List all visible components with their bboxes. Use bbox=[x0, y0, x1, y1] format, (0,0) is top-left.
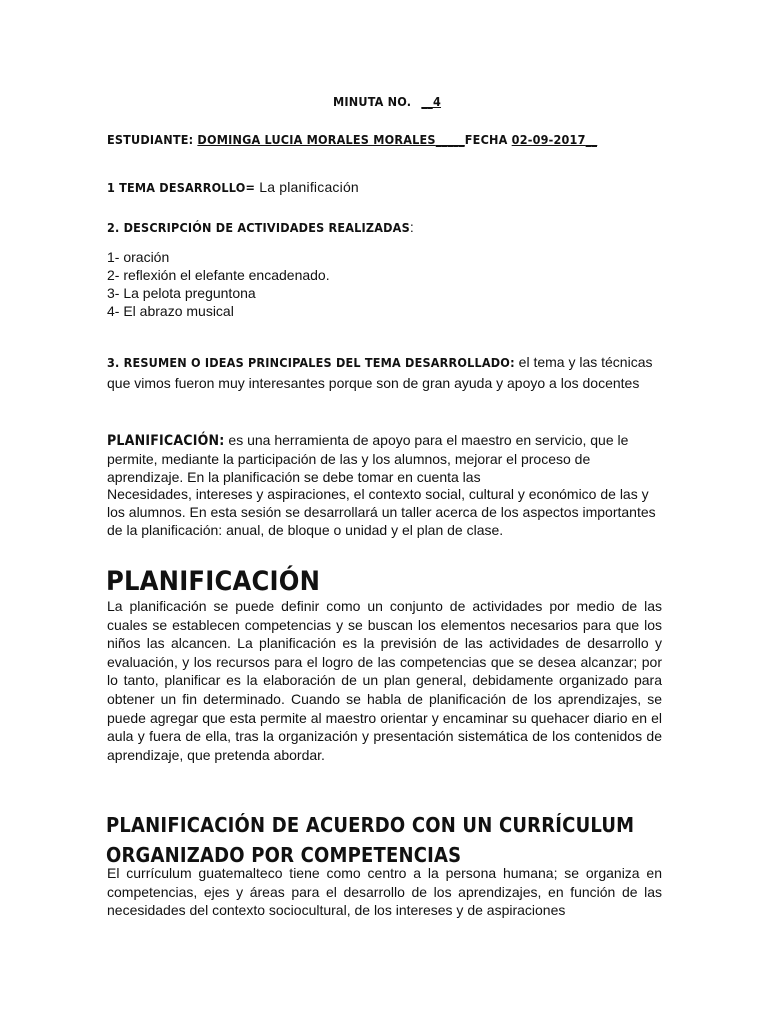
planificacion-text: es una herramienta de apoyo para el maestro en servicio, que le permite, mediante la participación de las y los alumnos, mejorar el proceso de aprendizaje. En la planificación se debe tomar en cuenta las bbox=[107, 432, 629, 485]
date-label: FECHA bbox=[464, 132, 508, 147]
activity-item: 2- reflexión el elefante encadenado. bbox=[107, 267, 330, 283]
minuta-number: __4 bbox=[421, 94, 442, 109]
minuta-label: MINUTA NO. bbox=[333, 94, 412, 109]
resumen-text: el tema y las técnicas que vimos fueron muy interesantes porque son de gran ayuda y apoyo a los docentes bbox=[107, 354, 653, 391]
resumen-label: 3. RESUMEN O IDEAS PRINCIPALES DEL TEMA DESARROLLADO: bbox=[107, 355, 515, 370]
descripcion-heading: 2. DESCRIPCIÓN DE ACTIVIDADES REALIZADAS: bbox=[107, 219, 414, 235]
activities-list bbox=[107, 248, 330, 320]
section-heading-2: PLANIFICACIÓN DE ACUERDO CON UN CURRÍCULUM ORGANIZADO POR COMPETENCIAS bbox=[106, 813, 635, 867]
tema-value: La planificación bbox=[259, 179, 359, 195]
tema-label: 1 TEMA DESARROLLO= bbox=[107, 180, 256, 195]
activity-item: 4- El abrazo musical bbox=[107, 303, 234, 319]
section-body-2: El currículum guatemalteco tiene como centro a la persona humana; se organiza en competencias, ejes y áreas para el desarrollo de los aprendizajes, en función de las necesidades del contexto sociocultural, de los intereses y de aspiraciones bbox=[107, 865, 662, 918]
planificacion-intro bbox=[107, 432, 662, 540]
tema-line bbox=[107, 179, 359, 195]
minuta-title bbox=[333, 94, 441, 109]
student-name: DOMINGA LUCIA MORALES MORALES_____ bbox=[197, 132, 465, 147]
student-line bbox=[107, 132, 597, 147]
activity-item: 3- La pelota preguntona bbox=[107, 285, 256, 301]
student-label: ESTUDIANTE: bbox=[107, 132, 194, 147]
planificacion-label: PLANIFICACIÓN: bbox=[107, 433, 225, 449]
resumen-paragraph bbox=[107, 352, 667, 394]
section-body: La planificación se puede definir como un conjunto de actividades por medio de las cuales se establecen competencias y se buscan los elementos necesarios para que los niños las alcancen. La planificación es la previsión de las actividades de desarrollo y evaluación, y los recursos para el logro de las competencias que se desea alcanzar; por lo tanto, planificar es la elaboración de un plan general, debidamente organizado para obtener un fin determinado. Cuando se habla de planificación de los aprendizajes, se puede agregar que esta permite al maestro orientar y encaminar su quehacer diario en el aula y fuera de ella, tras la organización y presentación sistemática de los contenidos de aprendizaje, que pretenda abordar. bbox=[107, 598, 662, 763]
activity-item: 1- oración bbox=[107, 249, 170, 265]
planificacion-text-2: Necesidades, intereses y aspiraciones, el contexto social, cultural y económico de las y los alumnos. En esta sesión se desarrollará un taller acerca de los aspectos importantes de la planificación: anual, de bloque o unidad y el plan de clase. bbox=[107, 486, 656, 538]
date-value: 02-09-2017__ bbox=[511, 132, 598, 147]
section-heading: PLANIFICACIÓN bbox=[106, 566, 321, 597]
